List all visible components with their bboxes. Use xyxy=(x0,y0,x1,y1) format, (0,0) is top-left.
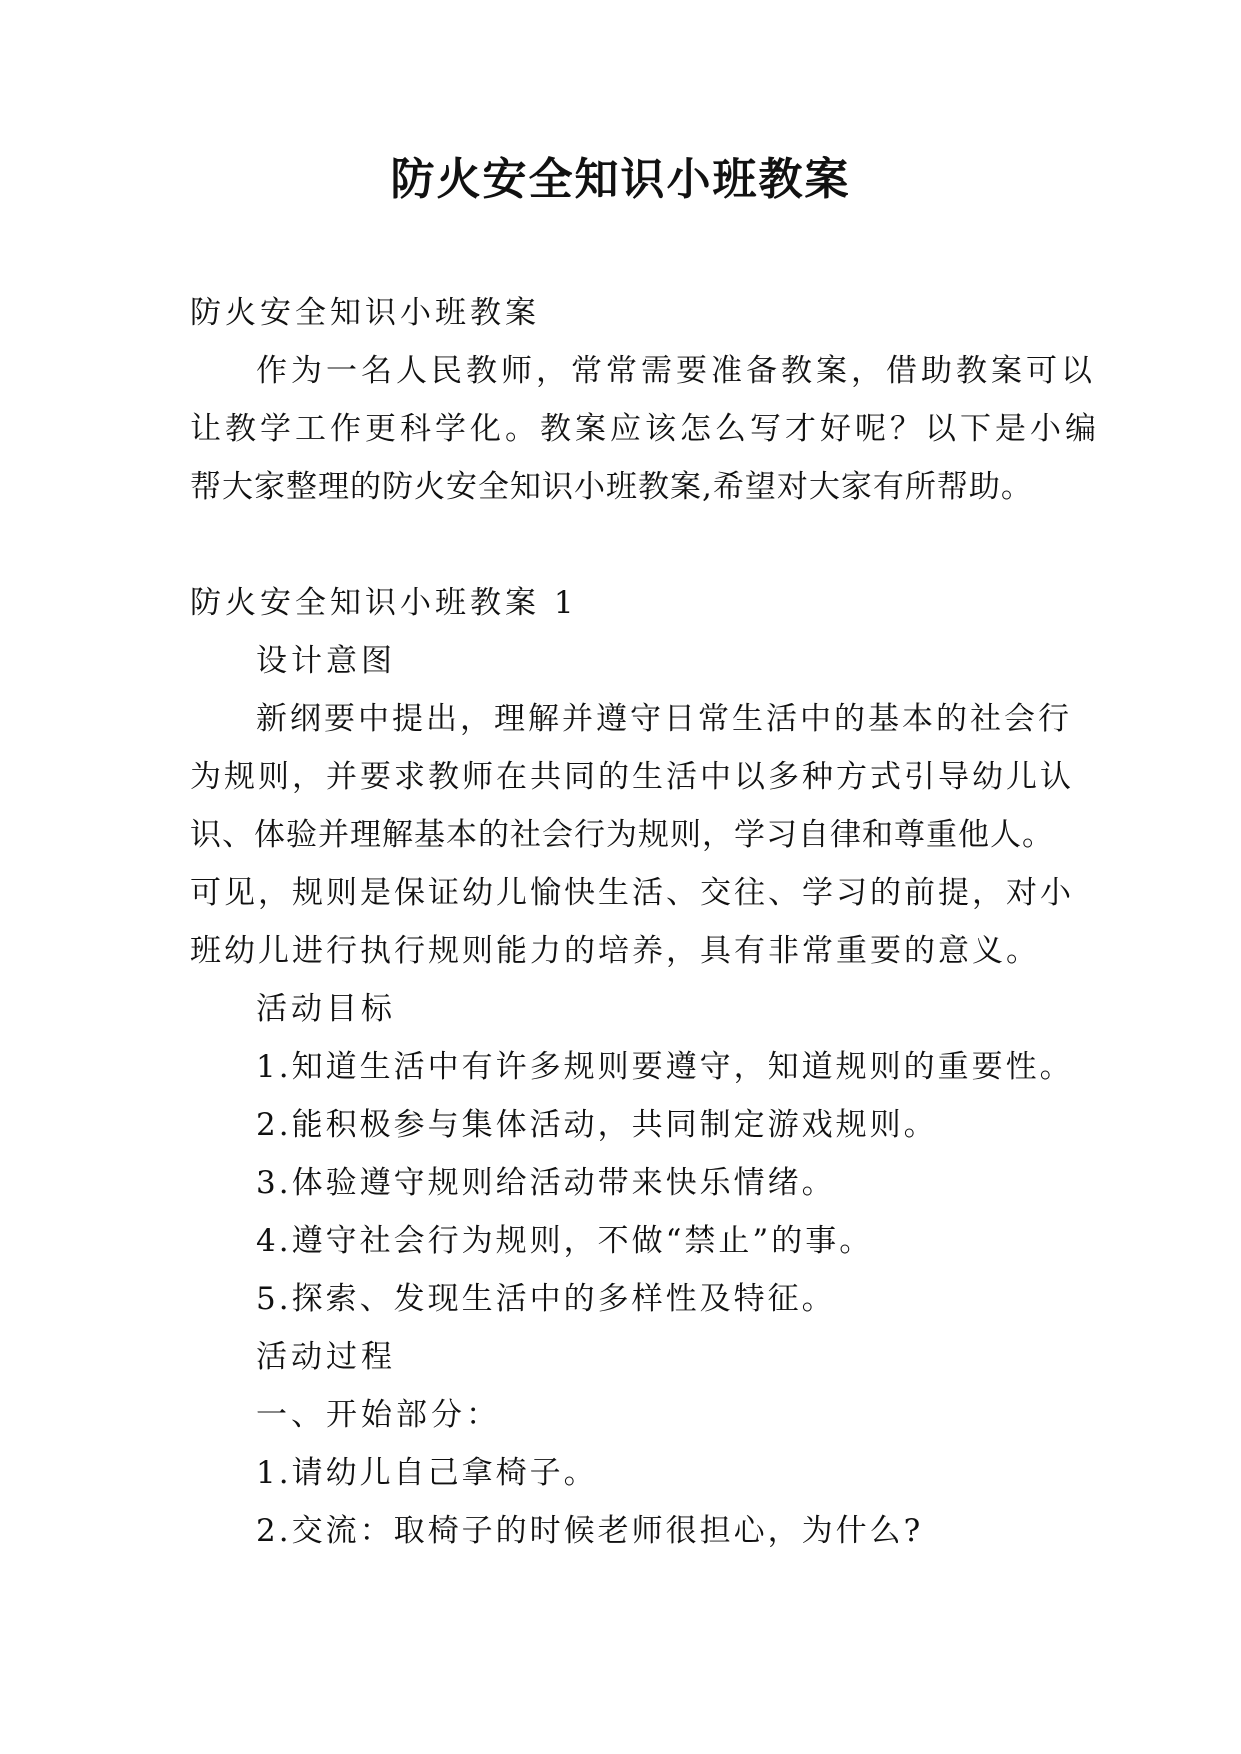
intro-heading: 防火安全知识小班教案 xyxy=(190,295,540,331)
intro-paragraph-line-1: 作为一名人民教师，常常需要准备教案，借助教案可以 xyxy=(256,353,1096,389)
goal-item-5: 5.探索、发现生活中的多样性及特征。 xyxy=(256,1281,836,1317)
design-paragraph-line-4: 可见，规则是保证幼儿愉快生活、交往、学习的前提，对小 xyxy=(190,875,1074,911)
design-paragraph-line-5: 班幼儿进行执行规则能力的培养，具有非常重要的意义。 xyxy=(190,933,1040,969)
section-heading-1: 防火安全知识小班教案 1 xyxy=(190,585,578,621)
subheading-activity-process: 活动过程 xyxy=(256,1339,396,1375)
intro-paragraph-line-2: 让教学工作更科学化。教案应该怎么写才好呢？以下是小编 xyxy=(190,411,1100,447)
goal-item-1: 1.知道生活中有许多规则要遵守，知道规则的重要性。 xyxy=(256,1049,1074,1085)
process-step-1: 1.请幼儿自己拿椅子。 xyxy=(256,1455,598,1491)
design-paragraph-line-1: 新纲要中提出，理解并遵守日常生活中的基本的社会行 xyxy=(256,701,1072,737)
subheading-design-intent: 设计意图 xyxy=(256,643,396,679)
goal-item-3: 3.体验遵守规则给活动带来快乐情绪。 xyxy=(256,1165,836,1201)
goal-item-2: 2.能积极参与集体活动，共同制定游戏规则。 xyxy=(256,1107,938,1143)
process-part-heading: 一、开始部分： xyxy=(256,1397,501,1433)
intro-paragraph-line-3: 帮大家整理的防火安全知识小班教案,希望对大家有所帮助。 xyxy=(190,469,1033,505)
document-title: 防火安全知识小班教案 xyxy=(390,154,851,205)
subheading-activity-goals: 活动目标 xyxy=(256,991,396,1027)
design-paragraph-line-3: 识、体验并理解基本的社会行为规则，学习自律和尊重他人。 xyxy=(190,817,1054,853)
design-paragraph-line-2: 为规则，并要求教师在共同的生活中以多种方式引导幼儿认 xyxy=(190,759,1074,795)
goal-item-4: 4.遵守社会行为规则，不做“禁止”的事。 xyxy=(256,1223,874,1259)
process-step-2: 2.交流：取椅子的时候老师很担心，为什么? xyxy=(256,1513,924,1549)
